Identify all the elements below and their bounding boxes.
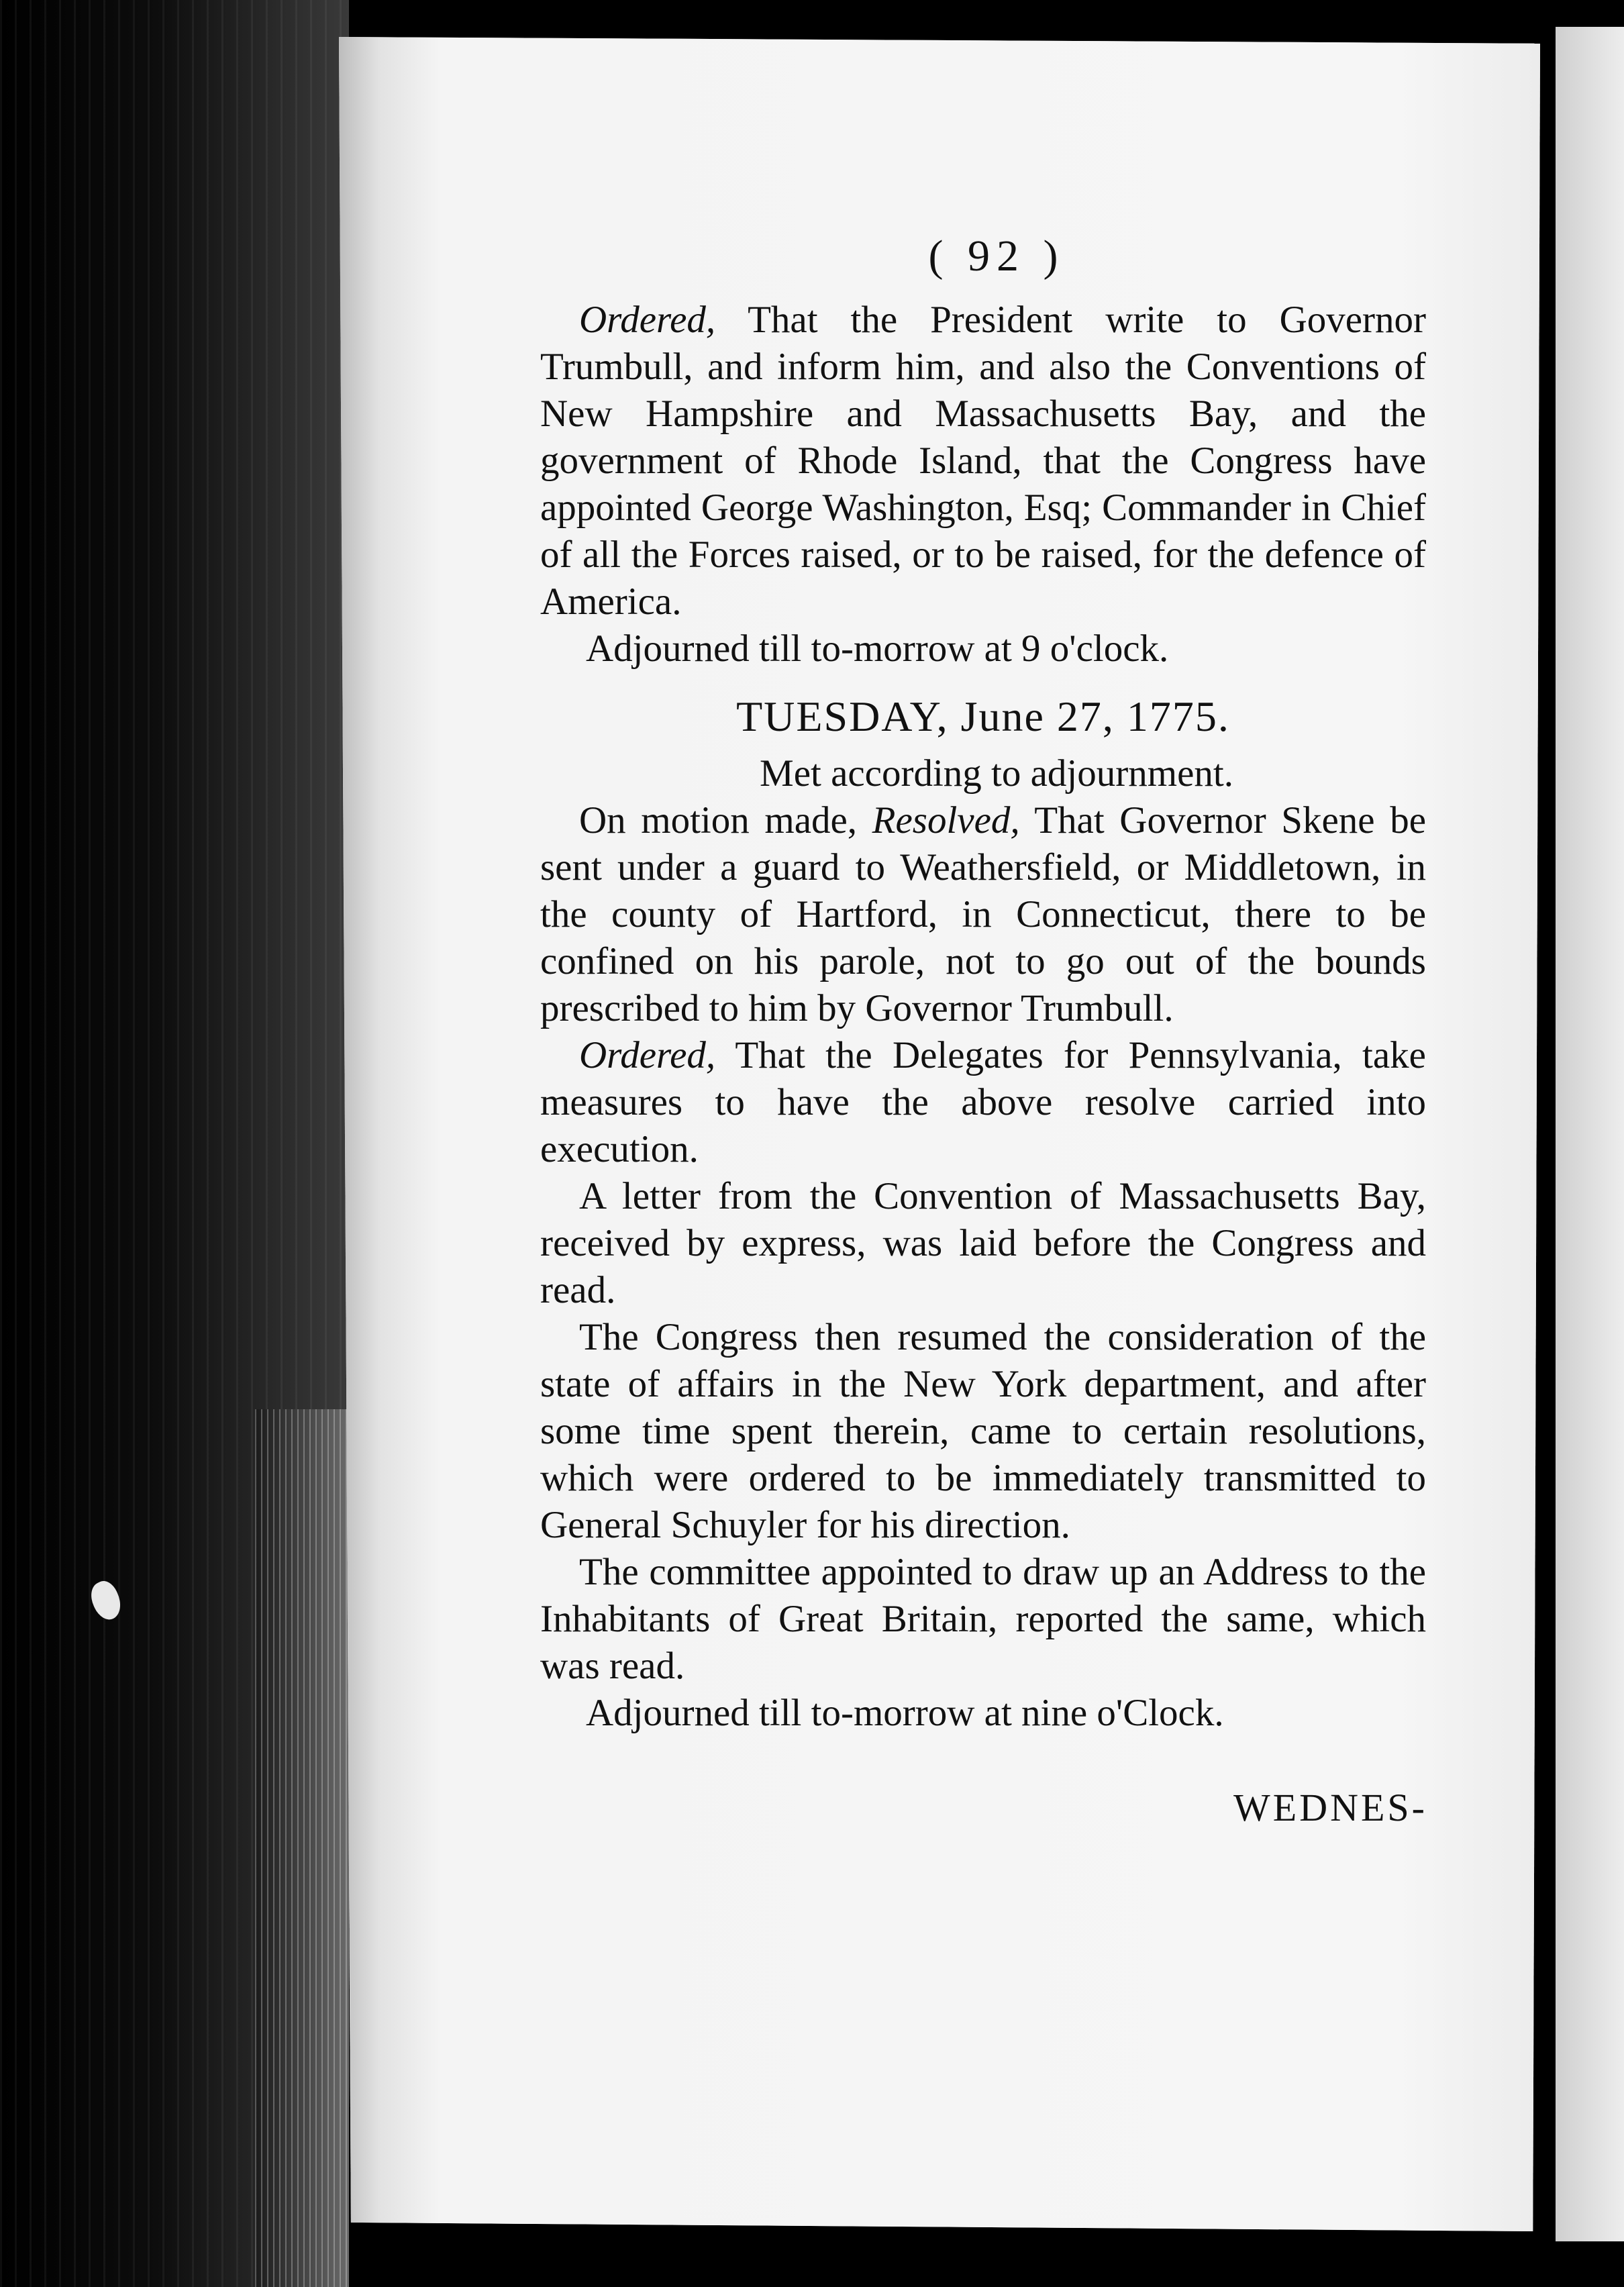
paragraph-letter: A letter from the Convention of Massachusetts Bay, received by express, was laid before the Congress and read. — [540, 1175, 1426, 1311]
paragraph-address: The committee appointed to draw up an Address to the Inhabitants of Great Britain, reported the same, which was read. — [540, 1551, 1426, 1687]
paragraph-adjourned-nine: Adjourned till to-morrow at 9 o'clock. — [586, 627, 1169, 670]
paragraph-new-york: The Congress then resumed the consideration of the state of affairs in the New York department, and after some time spent therein, came to certain resolutions, which were ordered to be immediately transmitted to General Schuyler for his direction. — [540, 1316, 1426, 1546]
ordered-lead: Ordered, — [579, 1034, 716, 1076]
paragraph-prefix: On motion made, — [579, 799, 872, 842]
paragraph-ordered-delegates — [540, 1032, 1426, 1173]
facing-page-edge — [1556, 27, 1624, 2241]
resolved-lead: Resolved, — [872, 799, 1020, 842]
date-heading: TUESDAY, June 27, 1775. — [736, 693, 1230, 740]
ordered-lead: Ordered, — [579, 299, 716, 341]
paragraph-body: That the Delegates for Pennsylvania, take measures to have the above resolve carried into execution. — [540, 1034, 1426, 1170]
catchword: WEDNES- — [1233, 1786, 1427, 1829]
paragraph-ordered-president — [540, 297, 1426, 625]
paragraph-body: That Governor Skene be sent under a guard to Weathersfield, or Middletown, in the county of Hartford, in Connecticut, there to be confined on his parole, not to go out of the bounds prescribed to him by Governor Trumbull. — [540, 799, 1427, 1029]
paragraph-body: That the President write to Governor Trumbull, and inform him, and also the Conventions of New Hampshire and Massachusetts Bay, and the government of Rhode Island, that the Congress have appointed George Washington, Esq; Commander in Chief of all the Forces raised, or to be raised, for the defence of America. — [540, 299, 1426, 623]
page-number: ( 92 ) — [928, 232, 1065, 281]
paragraph-resolved-skene — [540, 797, 1426, 1032]
page-edges — [255, 1409, 349, 2287]
page-text — [540, 228, 1426, 1830]
paragraph-met: Met according to adjournment. — [760, 752, 1233, 795]
paragraph-adjourned-nine-clock: Adjourned till to-morrow at nine o'Clock. — [586, 1692, 1224, 1734]
